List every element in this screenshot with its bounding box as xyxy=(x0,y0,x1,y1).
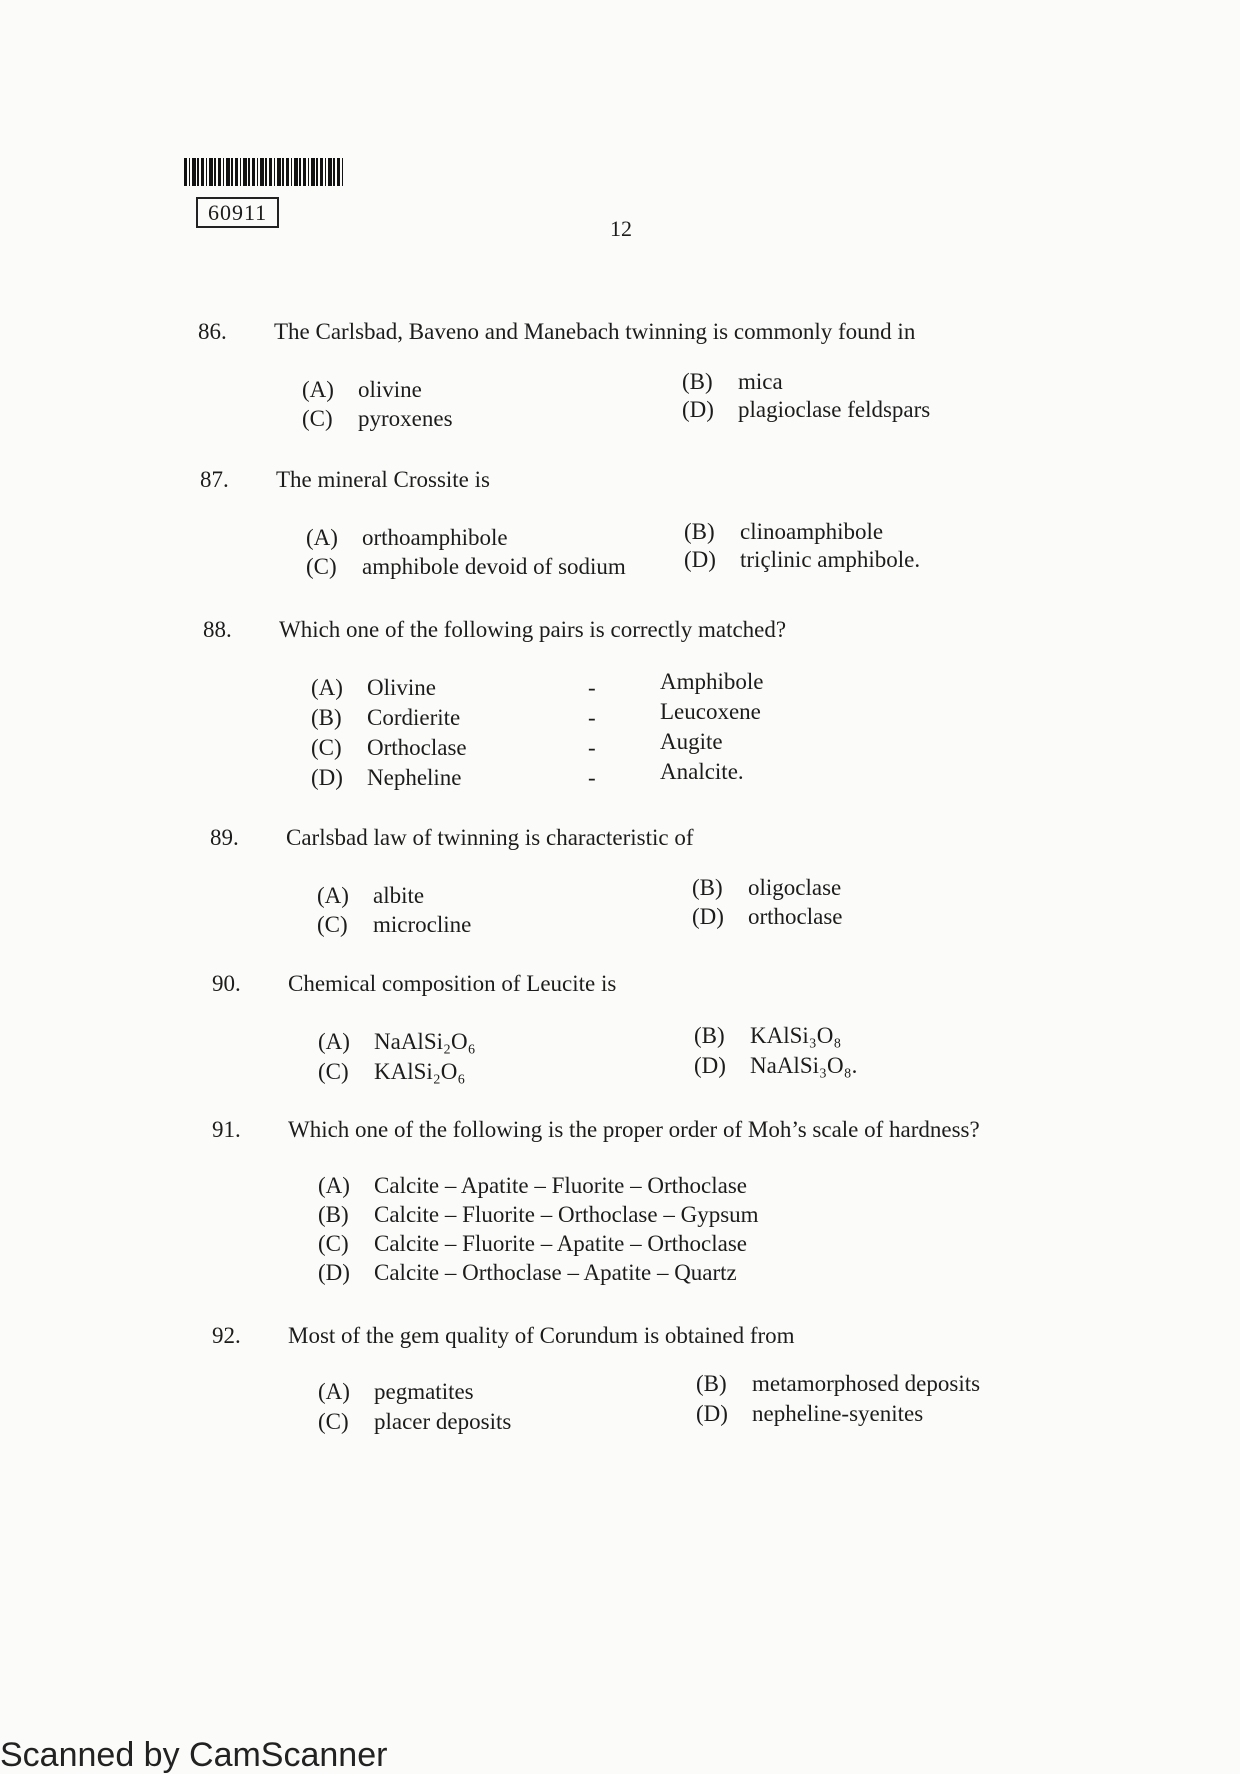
option-label: (C) xyxy=(318,1059,349,1084)
option-text: KAlSi₂O₆ xyxy=(374,1059,466,1084)
pair-left: Nepheline xyxy=(367,765,462,790)
option-label: (B) xyxy=(311,705,342,730)
paper-code: 60911 xyxy=(196,197,279,228)
option-text: metamorphosed deposits xyxy=(752,1371,981,1396)
pair-right: Analcite. xyxy=(660,759,744,784)
option-text: orthoamphibole xyxy=(362,525,508,550)
pair-left: Orthoclase xyxy=(367,735,467,760)
option-label: (D) xyxy=(694,1053,726,1078)
option-text: albite xyxy=(373,883,425,908)
option-d xyxy=(684,546,920,574)
pair-separator: - xyxy=(588,705,596,730)
option-label: (A) xyxy=(318,1173,350,1198)
option-text: KAlSi₃O₈ xyxy=(750,1023,842,1048)
question-text: Carlsbad law of twinning is characteristic of xyxy=(286,825,694,850)
option-label: (C) xyxy=(318,1409,349,1434)
pair-left: Olivine xyxy=(367,675,436,700)
option-label: (B) xyxy=(694,1023,725,1048)
option-b xyxy=(318,1201,759,1229)
pair-right: Leucoxene xyxy=(660,699,761,724)
option-text: Calcite – Fluorite – Apatite – Orthoclase xyxy=(374,1231,748,1256)
question-number: 88. xyxy=(203,617,232,642)
option-label: (B) xyxy=(318,1202,349,1227)
option-label: (D) xyxy=(696,1401,728,1426)
option-label: (D) xyxy=(682,397,714,422)
question-text: Which one of the following pairs is correctly matched? xyxy=(279,617,787,642)
option-label: (A) xyxy=(311,675,343,700)
option-d xyxy=(682,396,930,424)
option-label: (C) xyxy=(317,912,348,937)
option-d xyxy=(692,903,843,931)
scan-watermark: Scanned by CamScanner xyxy=(0,1736,388,1774)
option-b xyxy=(684,518,883,546)
option-text: placer deposits xyxy=(374,1409,512,1434)
option-text: NaAlSi₂O₆ xyxy=(374,1029,476,1054)
option-label: (C) xyxy=(318,1231,349,1256)
option-text: pegmatites xyxy=(374,1379,474,1404)
option-text: clinoamphibole xyxy=(740,519,884,544)
option-b xyxy=(694,1022,841,1050)
option-c xyxy=(306,553,626,581)
option-b xyxy=(696,1370,980,1398)
option-label: (B) xyxy=(684,519,715,544)
question-text: Which one of the following is the proper order of Moh’s scale of hardness? xyxy=(288,1117,980,1142)
question-text: The Carlsbad, Baveno and Manebach twinning is commonly found in xyxy=(274,319,916,344)
option-d xyxy=(696,1400,923,1428)
option-label: (A) xyxy=(318,1379,350,1404)
option-b xyxy=(692,874,841,902)
option-label: (D) xyxy=(311,765,343,790)
question-text: Chemical composition of Leucite is xyxy=(288,971,617,996)
option-text: mica xyxy=(738,369,783,394)
option-text: orthoclase xyxy=(748,904,843,929)
option-text: Calcite – Fluorite – Orthoclase – Gypsum xyxy=(374,1202,759,1227)
question-number: 90. xyxy=(212,971,241,996)
option-text: olivine xyxy=(358,377,422,402)
option-a xyxy=(306,524,508,552)
pair-separator: - xyxy=(588,765,596,790)
option-label: (C) xyxy=(311,735,342,760)
option-text: nepheline-syenites xyxy=(752,1401,924,1426)
option-label: (D) xyxy=(684,547,716,572)
option-c xyxy=(318,1058,465,1086)
option-c xyxy=(302,405,453,433)
question-number: 86. xyxy=(198,319,227,344)
question-number: 92. xyxy=(212,1323,241,1348)
option-label: (D) xyxy=(692,904,724,929)
option-text: pyroxenes xyxy=(358,406,453,431)
question-text: The mineral Crossite is xyxy=(276,467,490,492)
option-text: Calcite – Apatite – Fluorite – Orthoclase xyxy=(374,1173,748,1198)
option-text: plagioclase feldspars xyxy=(738,397,931,422)
option-c xyxy=(318,1230,747,1258)
option-label: (A) xyxy=(306,525,338,550)
option-label: (C) xyxy=(302,406,333,431)
pair-left: Cordierite xyxy=(367,705,461,730)
option-label: (B) xyxy=(682,369,713,394)
option-a xyxy=(318,1028,476,1056)
option-text: NaAlSi₃O₈. xyxy=(750,1053,858,1078)
option-a xyxy=(317,882,424,910)
option-label: (A) xyxy=(317,883,349,908)
option-c xyxy=(317,911,471,939)
question-number: 91. xyxy=(212,1117,241,1142)
page-number: 12 xyxy=(610,216,632,241)
option-text: oligoclase xyxy=(748,875,842,900)
option-label: (C) xyxy=(306,554,337,579)
option-text: Calcite – Orthoclase – Apatite – Quartz xyxy=(374,1260,737,1285)
question-text: Most of the gem quality of Corundum is obtained from xyxy=(288,1323,795,1348)
option-c xyxy=(318,1408,511,1436)
option-text: amphibole devoid of sodium xyxy=(362,554,626,579)
pair-right: Amphibole xyxy=(660,669,764,694)
pair-right: Augite xyxy=(660,729,723,754)
option-text: triçlinic amphibole. xyxy=(740,547,921,572)
option-label: (B) xyxy=(692,875,723,900)
question-number: 87. xyxy=(200,467,229,492)
option-text: microcline xyxy=(373,912,472,937)
question-number: 89. xyxy=(210,825,239,850)
barcode xyxy=(184,158,344,186)
option-a xyxy=(318,1378,474,1406)
option-label: (D) xyxy=(318,1260,350,1285)
option-a xyxy=(318,1172,747,1200)
option-d xyxy=(694,1052,857,1080)
option-a xyxy=(302,376,422,404)
option-label: (B) xyxy=(696,1371,727,1396)
pair-separator: - xyxy=(588,735,596,760)
pair-separator: - xyxy=(588,675,596,700)
option-b xyxy=(682,368,783,396)
option-label: (A) xyxy=(302,377,334,402)
option-d xyxy=(318,1259,737,1287)
option-label: (A) xyxy=(318,1029,350,1054)
